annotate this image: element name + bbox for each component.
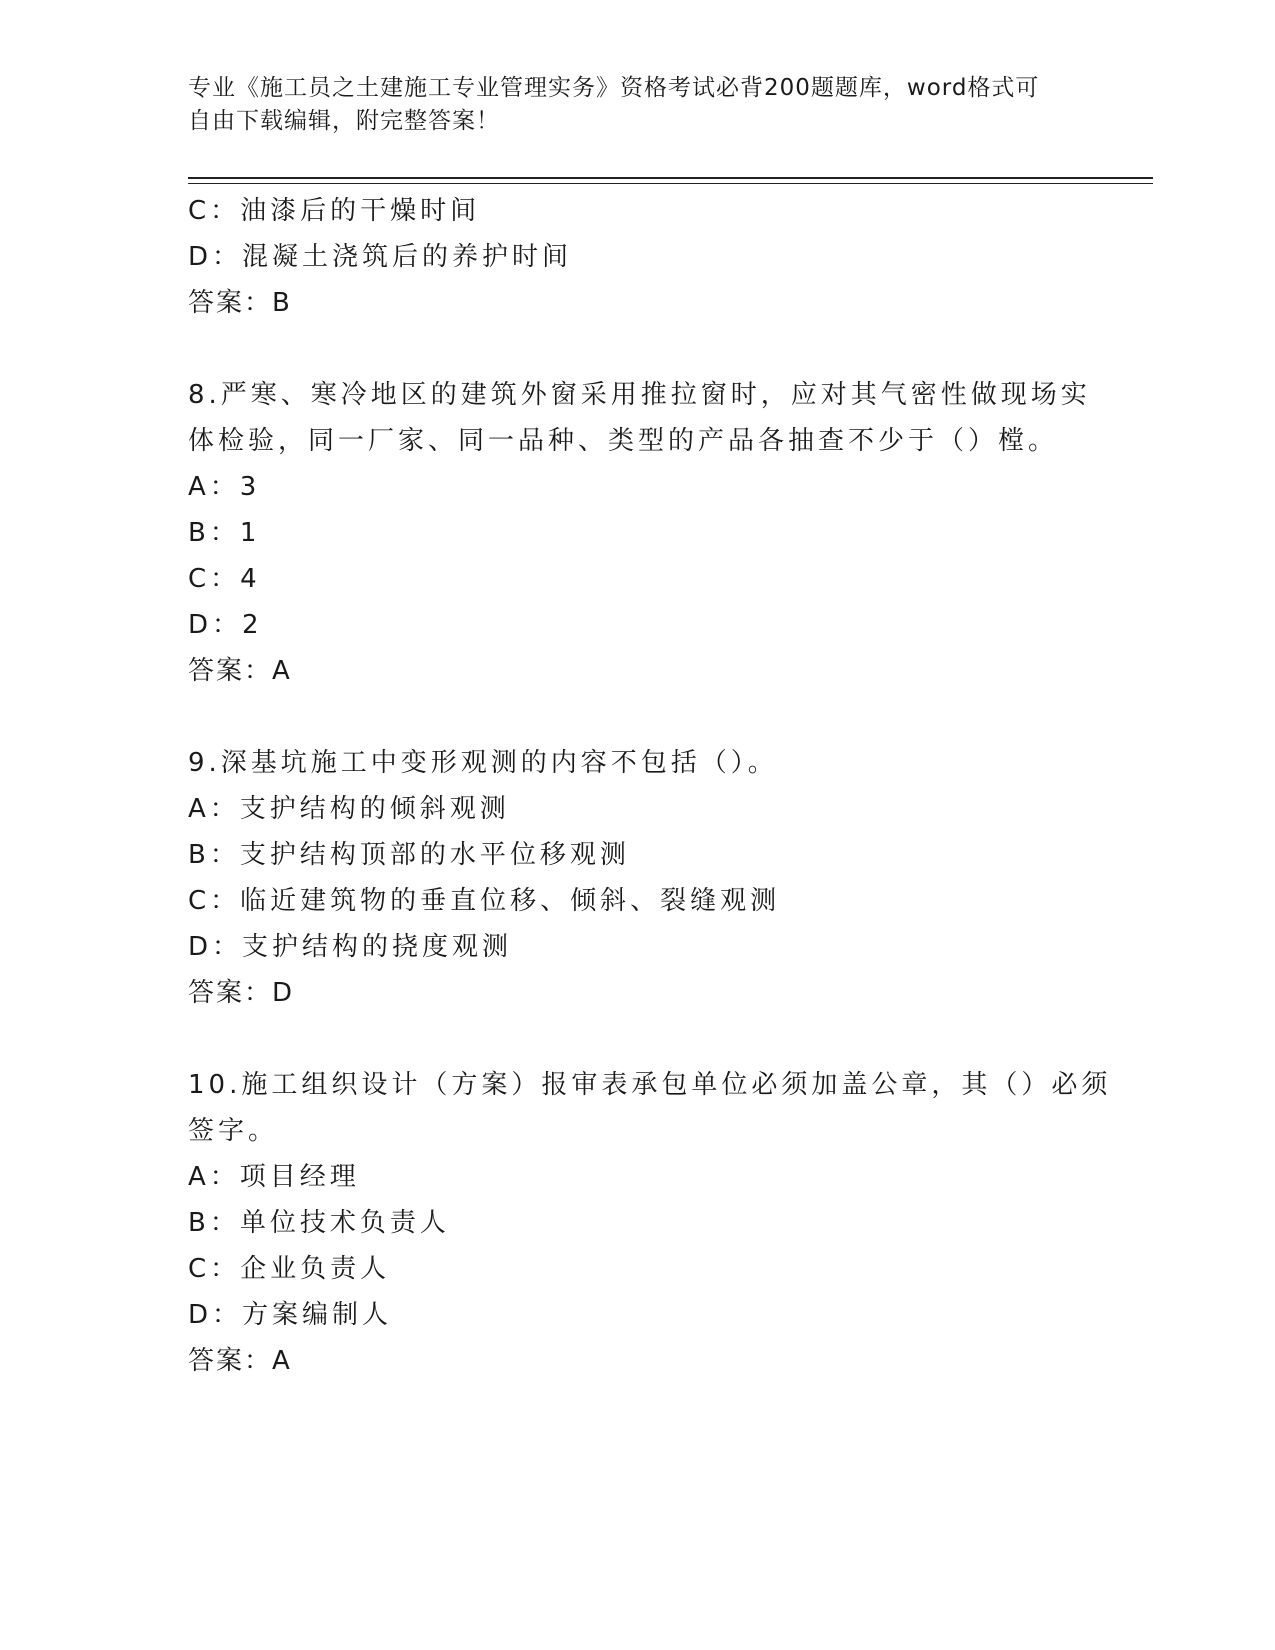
header-title-line-2: 自由下载编辑，附完整答案！ (188, 108, 500, 134)
option-d: D：混凝土浇筑后的养护时间 (188, 242, 573, 272)
answer-line: 答案：A (188, 656, 292, 686)
answer-line: 答案：A (188, 1346, 292, 1376)
option-a: A：3 (188, 472, 261, 502)
question-stem-line: 10.施工组织设计（方案）报审表承包单位必须加盖公章，其（）必须 (188, 1070, 1112, 1100)
option-b: B：单位技术负责人 (188, 1208, 450, 1238)
option-a: A：支护结构的倾斜观测 (188, 794, 510, 824)
option-d: D：2 (188, 610, 263, 640)
answer-line: 答案：B (188, 288, 292, 318)
question-stem-line: 8.严寒、寒冷地区的建筑外窗采用推拉窗时，应对其气密性做现场实 (188, 380, 1091, 410)
spacer (188, 1016, 1088, 1062)
question-stem-line: 体检验，同一厂家、同一品种、类型的产品各抽查不少于（）樘。 (188, 426, 1059, 456)
document-header (188, 72, 1068, 138)
option-c: C：4 (188, 564, 261, 594)
answer-line: 答案：D (188, 978, 295, 1008)
spacer (188, 326, 1088, 372)
header-title-line-1: 专业《施工员之土建施工专业管理实务》资格考试必背200题题库，word格式可 (188, 75, 1040, 101)
option-a: A：项目经理 (188, 1162, 360, 1192)
header-divider-thin (188, 183, 1153, 184)
option-b: B：支护结构顶部的水平位移观测 (188, 840, 630, 870)
option-d: D：支护结构的挠度观测 (188, 932, 513, 962)
question-8 (188, 372, 1091, 694)
question-content (188, 188, 1112, 1384)
spacer (188, 694, 1088, 740)
option-b: B：1 (188, 518, 261, 548)
previous-question-tail (188, 188, 1088, 326)
option-d: D：方案编制人 (188, 1300, 393, 1330)
option-c: C：油漆后的干燥时间 (188, 196, 481, 226)
question-stem-line: 9.深基坑施工中变形观测的内容不包括（）。 (188, 748, 778, 778)
option-c: C：临近建筑物的垂直位移、倾斜、裂缝观测 (188, 886, 781, 916)
question-9 (188, 740, 1088, 1016)
header-divider-thick (188, 177, 1153, 179)
option-c: C：企业负责人 (188, 1254, 391, 1284)
question-stem-line: 签字。 (188, 1116, 279, 1146)
question-10 (188, 1062, 1112, 1384)
